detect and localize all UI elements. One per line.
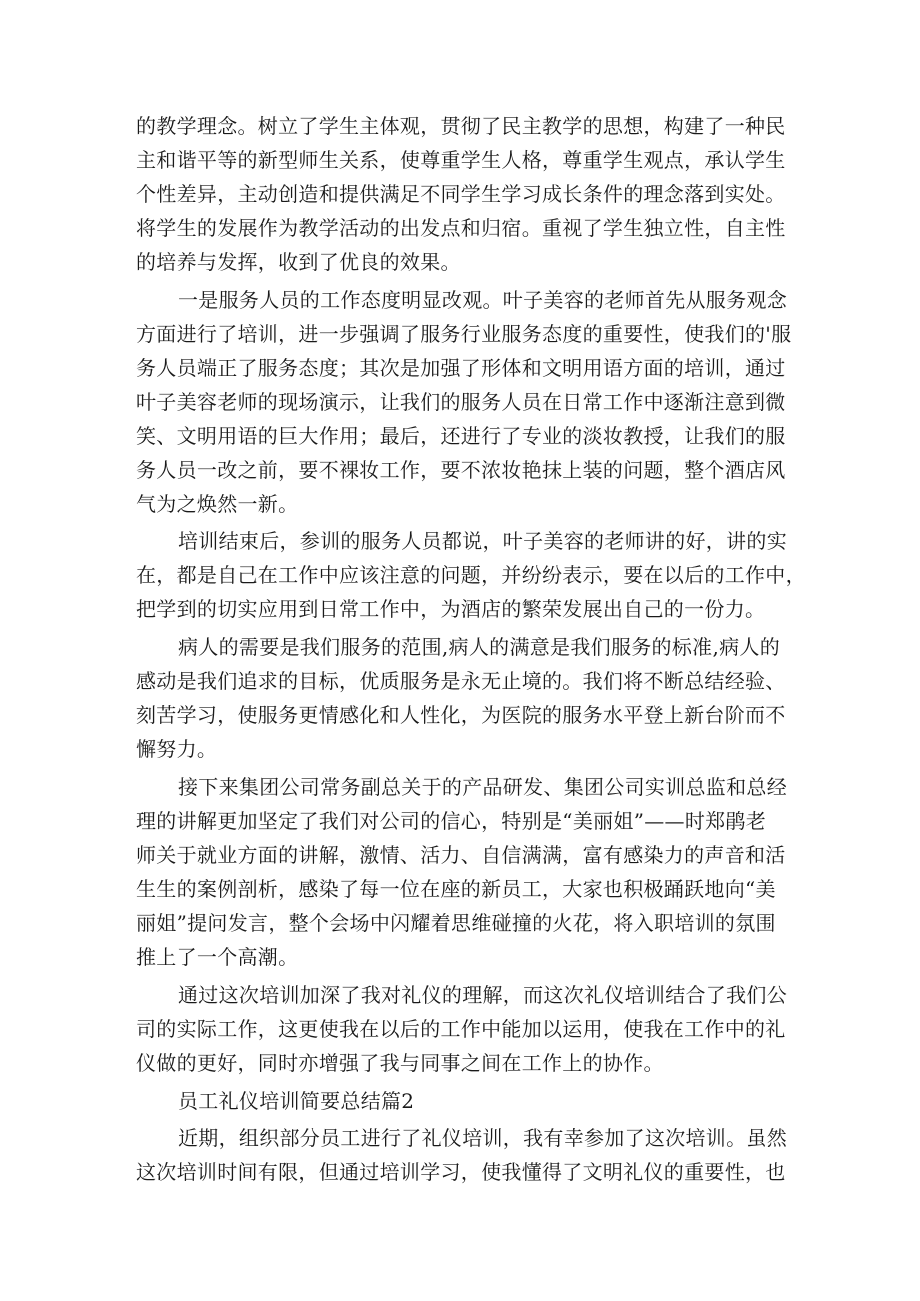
section-heading: 员工礼仪培训简要总结篇2	[178, 1089, 415, 1113]
text-line: 一是服务人员的工作态度明显改观。叶子美容的老师首先从服务观念	[178, 288, 787, 312]
text-line: 将学生的发展作为教学活动的出发点和归宿。重视了学生独立性，自主性	[136, 216, 786, 240]
text-line: 笑、文明用语的巨大作用；最后，还进行了专业的淡妆教授，让我们的服	[136, 424, 786, 448]
text-line: 务人员一改之前，要不裸妆工作，要不浓妆艳抹上装的问题，整个酒店风	[136, 458, 786, 482]
text-line: 的教学理念。树立了学生主体观，贯彻了民主教学的思想，构建了一种民	[136, 114, 786, 138]
text-line: 师关于就业方面的讲解，激情、活力、自信满满，富有感染力的声音和活	[136, 843, 786, 867]
text-line: 务人员端正了服务态度；其次是加强了形体和文明用语方面的培训，通过	[136, 356, 786, 380]
text-line: 感动是我们追求的目标，优质服务是永无止境的。我们将不断总结经验、	[136, 669, 786, 693]
text-line: 接下来集团公司常务副总关于的产品研发、集团公司实训总监和总经	[178, 775, 787, 799]
text-line: 懈努力。	[136, 737, 218, 761]
text-line: 叶子美容老师的现场演示，让我们的服务人员在日常工作中逐渐注意到微	[136, 390, 786, 414]
text-line: 方面进行了培训，进一步强调了服务行业服务态度的重要性，使我们的'服	[136, 322, 792, 346]
text-line: 气为之焕然一新。	[136, 492, 299, 516]
text-line: 在，都是自己在工作中应该注意的问题，并纷纷表示，要在以后的工作中，	[136, 563, 806, 587]
text-line: 生生的案例剖析，感染了每一位在座的新员工，大家也积极踊跃地向“美	[136, 877, 776, 901]
text-line: 培训结束后，参训的服务人员都说，叶子美容的老师讲的好，讲的实	[178, 529, 787, 553]
text-line: 的培养与发挥，收到了优良的效果。	[136, 250, 461, 274]
text-line: 通过这次培训加深了我对礼仪的理解，而这次礼仪培训结合了我们公	[178, 983, 787, 1007]
text-line: 司的实际工作，这更使我在以后的工作中能加以运用，使我在工作中的礼	[136, 1017, 786, 1041]
text-line: 理的讲解更加坚定了我们对公司的信心，特别是“美丽姐”——时郑鹃老	[136, 809, 767, 833]
text-line: 主和谐平等的新型师生关系，使尊重学生人格，尊重学生观点，承认学生	[136, 148, 786, 172]
text-line: 刻苦学习，使服务更情感化和人性化，为医院的服务水平登上新台阶而不	[136, 703, 786, 727]
text-line: 仪做的更好，同时亦增强了我与同事之间在工作上的协作。	[136, 1051, 664, 1075]
text-line: 病人的需要是我们服务的范围,病人的满意是我们服务的标准,病人的	[178, 635, 781, 659]
text-line: 把学到的切实应用到日常工作中，为酒店的繁荣发展出自己的一份力。	[136, 597, 766, 621]
text-line: 这次培训时间有限，但通过培训学习，使我懂得了文明礼仪的重要性，也	[136, 1160, 786, 1184]
text-line: 个性差异，主动创造和提供满足不同学生学习成长条件的理念落到实处。	[136, 182, 786, 206]
text-line: 推上了一个高潮。	[136, 945, 299, 969]
text-line: 丽姐”提问发言，整个会场中闪耀着思维碰撞的火花，将入职培训的氛围	[136, 911, 776, 935]
text-line: 近期，组织部分员工进行了礼仪培训，我有幸参加了这次培训。虽然	[178, 1126, 787, 1150]
